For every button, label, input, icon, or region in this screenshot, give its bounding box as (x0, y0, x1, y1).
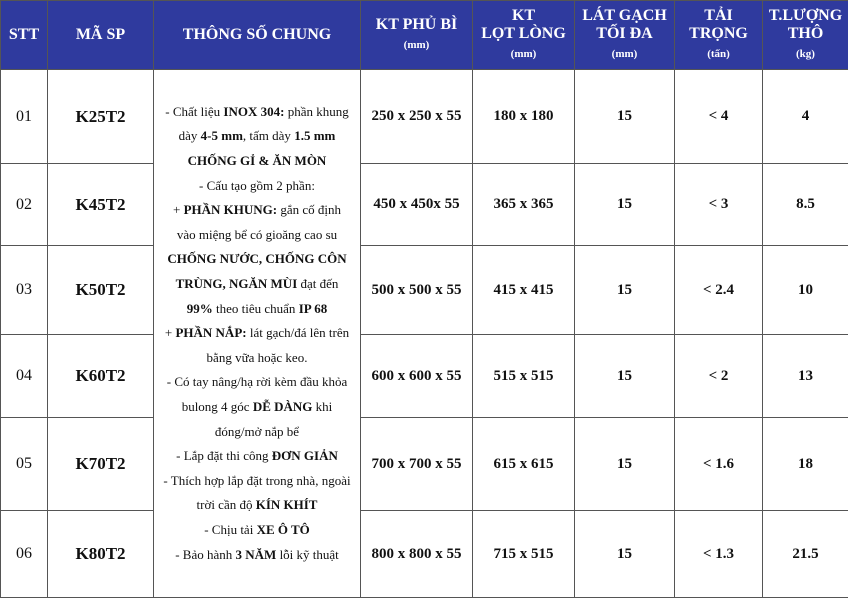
spec-line: dày 4-5 mm, tấm dày 1.5 mm (154, 124, 360, 149)
table-row (1, 70, 848, 164)
header-weight-label-2: THÔ (763, 25, 848, 43)
table-row (1, 335, 848, 418)
header-outer-size-unit: (mm) (361, 36, 472, 54)
spec-line: vào miệng bể có gioăng cao su (154, 223, 360, 248)
spec-line: trời cần độ KÍN KHÍT (154, 493, 360, 518)
row-weight: 8.5 (763, 164, 848, 246)
header-stt: STT (1, 1, 48, 70)
spec-line: + PHẦN KHUNG: gắn cố định (154, 198, 360, 223)
spec-line: CHỐNG GỈ & ĂN MÒN (154, 149, 360, 174)
header-weight-unit: (kg) (763, 45, 848, 63)
row-inner-size: 365 x 365 (473, 164, 575, 246)
header-code: MÃ SP (48, 1, 154, 70)
spec-line: 99% theo tiêu chuẩn IP 68 (154, 297, 360, 322)
row-stt: 03 (1, 246, 48, 335)
row-weight: 13 (763, 335, 848, 418)
row-outer-size: 250 x 250 x 55 (361, 70, 473, 164)
row-inner-size: 415 x 415 (473, 246, 575, 335)
header-weight (763, 1, 848, 70)
header-tile-depth-unit: (mm) (575, 45, 674, 63)
spec-line: - Cấu tạo gồm 2 phần: (154, 174, 360, 199)
header-outer-size-label: KT PHỦ BÌ (361, 16, 472, 34)
row-load: < 3 (675, 164, 763, 246)
row-stt: 06 (1, 511, 48, 598)
spec-line: - Thích hợp lắp đặt trong nhà, ngoài (154, 469, 360, 494)
table-row (1, 246, 848, 335)
row-stt: 01 (1, 70, 48, 164)
row-load: < 2 (675, 335, 763, 418)
row-tile-depth: 15 (575, 164, 675, 246)
row-weight: 18 (763, 418, 848, 511)
row-tile-depth: 15 (575, 246, 675, 335)
row-inner-size: 715 x 515 (473, 511, 575, 598)
spec-line: - Chịu tải XE Ô TÔ (154, 518, 360, 543)
spec-line: - Lắp đặt thi công ĐƠN GIẢN (154, 444, 360, 469)
row-inner-size: 515 x 515 (473, 335, 575, 418)
header-row (1, 1, 848, 70)
row-inner-size: 615 x 615 (473, 418, 575, 511)
header-tile-depth (575, 1, 675, 70)
header-load-unit: (tấn) (675, 45, 762, 63)
row-outer-size: 500 x 500 x 55 (361, 246, 473, 335)
row-load: < 2.4 (675, 246, 763, 335)
row-product-code: K70T2 (48, 418, 154, 511)
row-load: < 1.3 (675, 511, 763, 598)
table-row (1, 164, 848, 246)
spec-line: - Có tay nâng/hạ rời kèm đầu khỏa (154, 370, 360, 395)
spec-line: bulong 4 góc DỄ DÀNG khi (154, 395, 360, 420)
row-tile-depth: 15 (575, 418, 675, 511)
header-specs: THÔNG SỐ CHUNG (154, 1, 361, 70)
row-tile-depth: 15 (575, 335, 675, 418)
header-inner-size-unit: (mm) (473, 45, 574, 63)
spec-line: TRÙNG, NGĂN MÙI đạt đến (154, 272, 360, 297)
row-stt: 02 (1, 164, 48, 246)
header-tile-depth-label-2: TỐI ĐA (575, 25, 674, 43)
row-stt: 04 (1, 335, 48, 418)
spec-line: + PHẦN NẮP: lát gạch/đá lên trên (154, 321, 360, 346)
row-product-code: K50T2 (48, 246, 154, 335)
header-inner-size (473, 1, 575, 70)
spec-line: - Bảo hành 3 NĂM lỗi kỹ thuật (154, 543, 360, 568)
row-product-code: K80T2 (48, 511, 154, 598)
spec-line: bằng vữa hoặc keo. (154, 346, 360, 371)
row-outer-size: 600 x 600 x 55 (361, 335, 473, 418)
row-weight: 21.5 (763, 511, 848, 598)
row-load: < 4 (675, 70, 763, 164)
header-tile-depth-label-1: LÁT GẠCH (575, 7, 674, 25)
row-outer-size: 450 x 450x 55 (361, 164, 473, 246)
row-inner-size: 180 x 180 (473, 70, 575, 164)
spec-line: CHỐNG NƯỚC, CHỐNG CÔN (154, 247, 360, 272)
row-outer-size: 700 x 700 x 55 (361, 418, 473, 511)
row-product-code: K45T2 (48, 164, 154, 246)
header-load (675, 1, 763, 70)
header-inner-size-label-2: LỌT LÒNG (473, 25, 574, 43)
row-product-code: K60T2 (48, 335, 154, 418)
header-outer-size (361, 1, 473, 70)
general-specs-cell (154, 70, 361, 598)
table-row (1, 511, 848, 598)
row-weight: 4 (763, 70, 848, 164)
table-row (1, 418, 848, 511)
spec-line: - Chất liệu INOX 304: phần khung (154, 100, 360, 125)
header-inner-size-label-1: KT (473, 7, 574, 25)
row-outer-size: 800 x 800 x 55 (361, 511, 473, 598)
header-load-label-2: TRỌNG (675, 25, 762, 43)
header-weight-label-1: T.LƯỢNG (763, 7, 848, 25)
row-stt: 05 (1, 418, 48, 511)
spec-line: đóng/mở nắp bể (154, 420, 360, 445)
row-tile-depth: 15 (575, 70, 675, 164)
header-load-label-1: TẢI (675, 7, 762, 25)
row-tile-depth: 15 (575, 511, 675, 598)
row-product-code: K25T2 (48, 70, 154, 164)
row-weight: 10 (763, 246, 848, 335)
row-load: < 1.6 (675, 418, 763, 511)
